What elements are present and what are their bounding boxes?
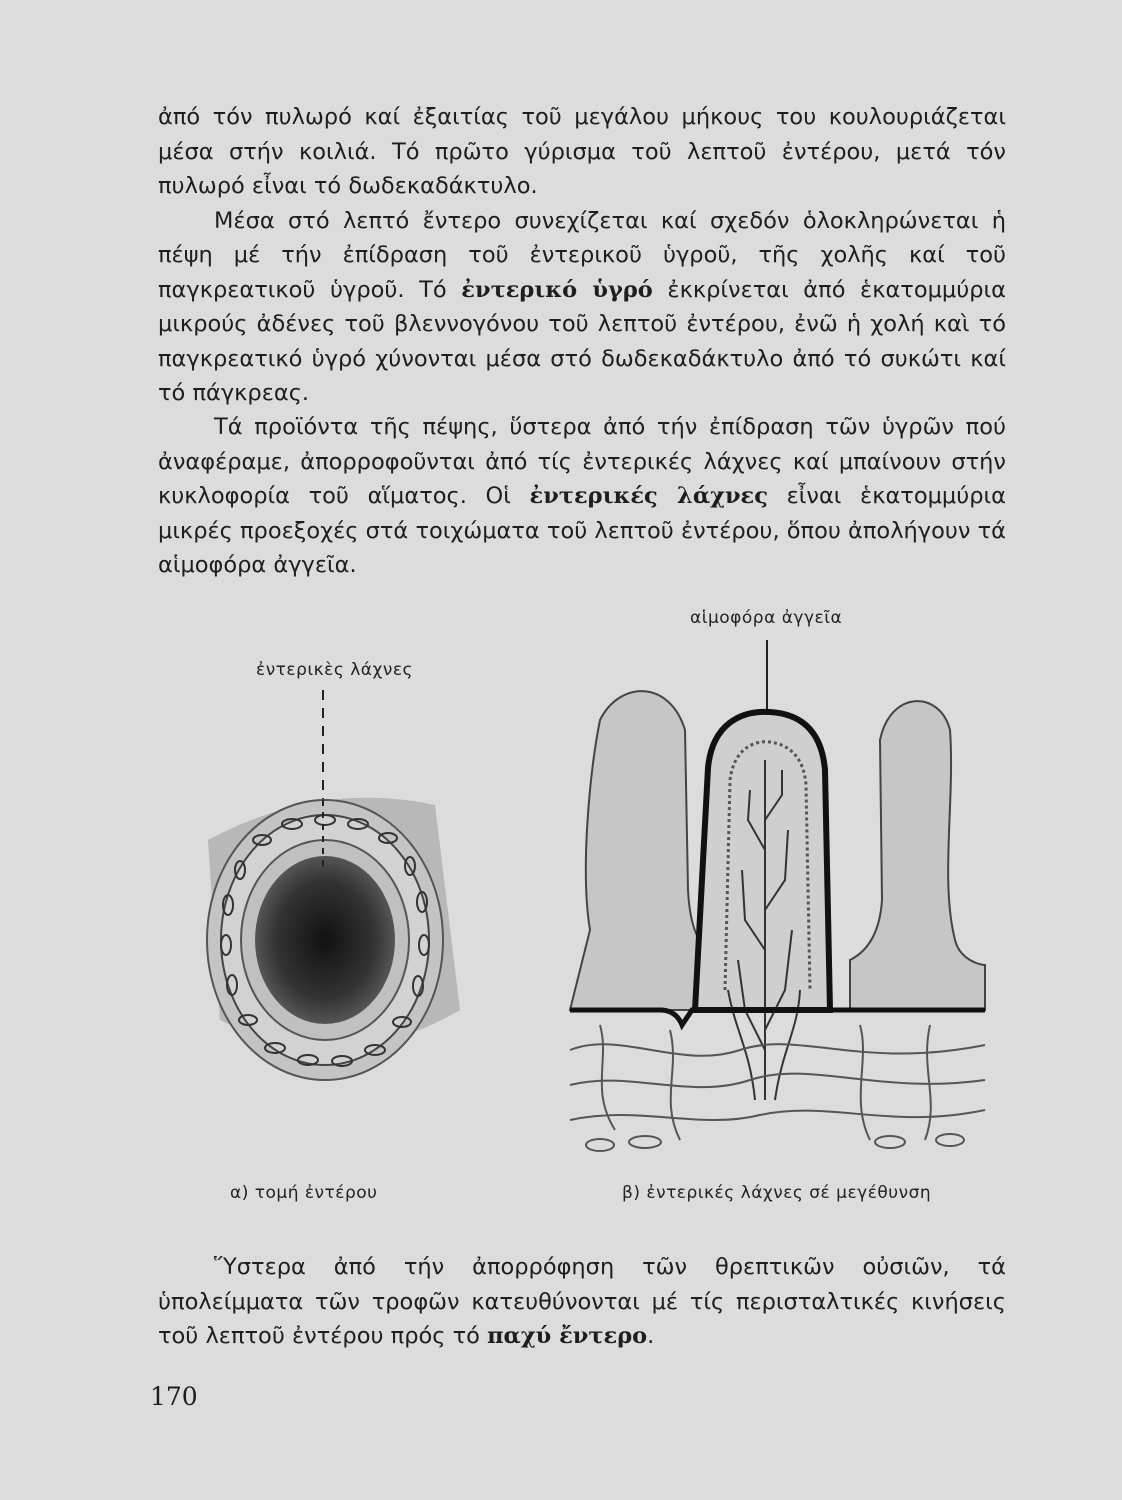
paragraph-1: ἀπό τόν πυλωρό καί ἐξαιτίας τοῦ μεγάλου μήκους του κουλουριάζεται μέσα στήν κοιλιά. Τό πρῶτο γύρισμα τοῦ λεπτοῦ ἐντέρου, μετά τόν πυλωρό εἶναι τό δωδεκαδάκτυλο. — [158, 104, 1006, 199]
caption-intestine-section: α) τομή ἐντέρου — [230, 1183, 378, 1203]
villi-magnified-figure — [560, 630, 990, 1160]
text-block-top — [158, 100, 1006, 411]
paragraph-4: Ὕστερα ἀπό τήν ἀπορρόφηση τῶν θρεπτικῶν οὐσιῶν, τά ὑπολείμματα τῶν τροφῶν κατευθύνονται μέ τίς περισταλτικές κινήσεις τοῦ λεπτοῦ ἐντέρου πρός τό παχύ ἔντερο. — [158, 1254, 1006, 1349]
paragraph-2: Μέσα στό λεπτό ἔντερο συνεχίζεται καί σχεδόν ὁλοκληρώνεται ἡ πέψη μέ τήν ἐπίδραση τοῦ ἐντερικοῦ ὑγροῦ, τῆς χολῆς καί τοῦ παγκρεατικοῦ ὑγροῦ. Τό ἐντερικό ὑγρό ἐκκρίνεται ἀπό ἑκατομμύρια μικρούς ἀδένες τοῦ βλεννογόνου τοῦ λεπτοῦ ἐντέρου, ἐνῶ ἡ χολή καὶ τό παγκρεατικό ὑγρό χύνονται μέσα στό δωδεκαδάκτυλο ἀπό τό συκώτι καί τό πάγκρεας. — [158, 207, 1006, 406]
page-number: 170 — [150, 1382, 198, 1411]
intestine-lumen — [255, 856, 395, 1024]
text-block-bottom — [158, 1250, 1006, 1354]
paragraph-3: Τά προϊόντα τῆς πέψης, ὕστερα ἀπό τήν ἐπίδραση τῶν ὑγρῶν πού ἀναφέραμε, ἀπορροφοῦνται ἀπό τίς ἐντερικές λάχνες καί μπαίνουν στήν κυκλοφορία τοῦ αἵματος. Οἱ ἐντερικές λάχνες εἶναι ἑκατομμύρια μικρές προεξοχές στά τοιχώματα τοῦ λεπτοῦ ἐντέρου, ὅπου ἀπολήγουν τά αἱμοφόρα ἀγγεῖα. — [158, 414, 1006, 578]
text-block-middle — [158, 410, 1006, 583]
mucosa-surface — [570, 1010, 985, 1025]
term-intestinal-villi: ἐντερικές λάχνες — [529, 483, 768, 509]
intestine-cross-section-figure — [180, 690, 480, 1110]
villus-right — [850, 701, 985, 1010]
term-large-intestine: παχύ ἔντερο — [487, 1323, 648, 1349]
caption-villi-magnified: β) ἐντερικές λάχνες σέ μεγέθυνση — [622, 1183, 932, 1203]
label-intestinal-villi: ἐντερικὲς λάχνες — [256, 660, 413, 680]
term-intestinal-juice: ἐντερικό ὑγρό — [461, 276, 653, 303]
villus-center — [695, 712, 830, 1010]
label-blood-vessels: αἱμοφόρα ἀγγεῖα — [690, 608, 843, 628]
